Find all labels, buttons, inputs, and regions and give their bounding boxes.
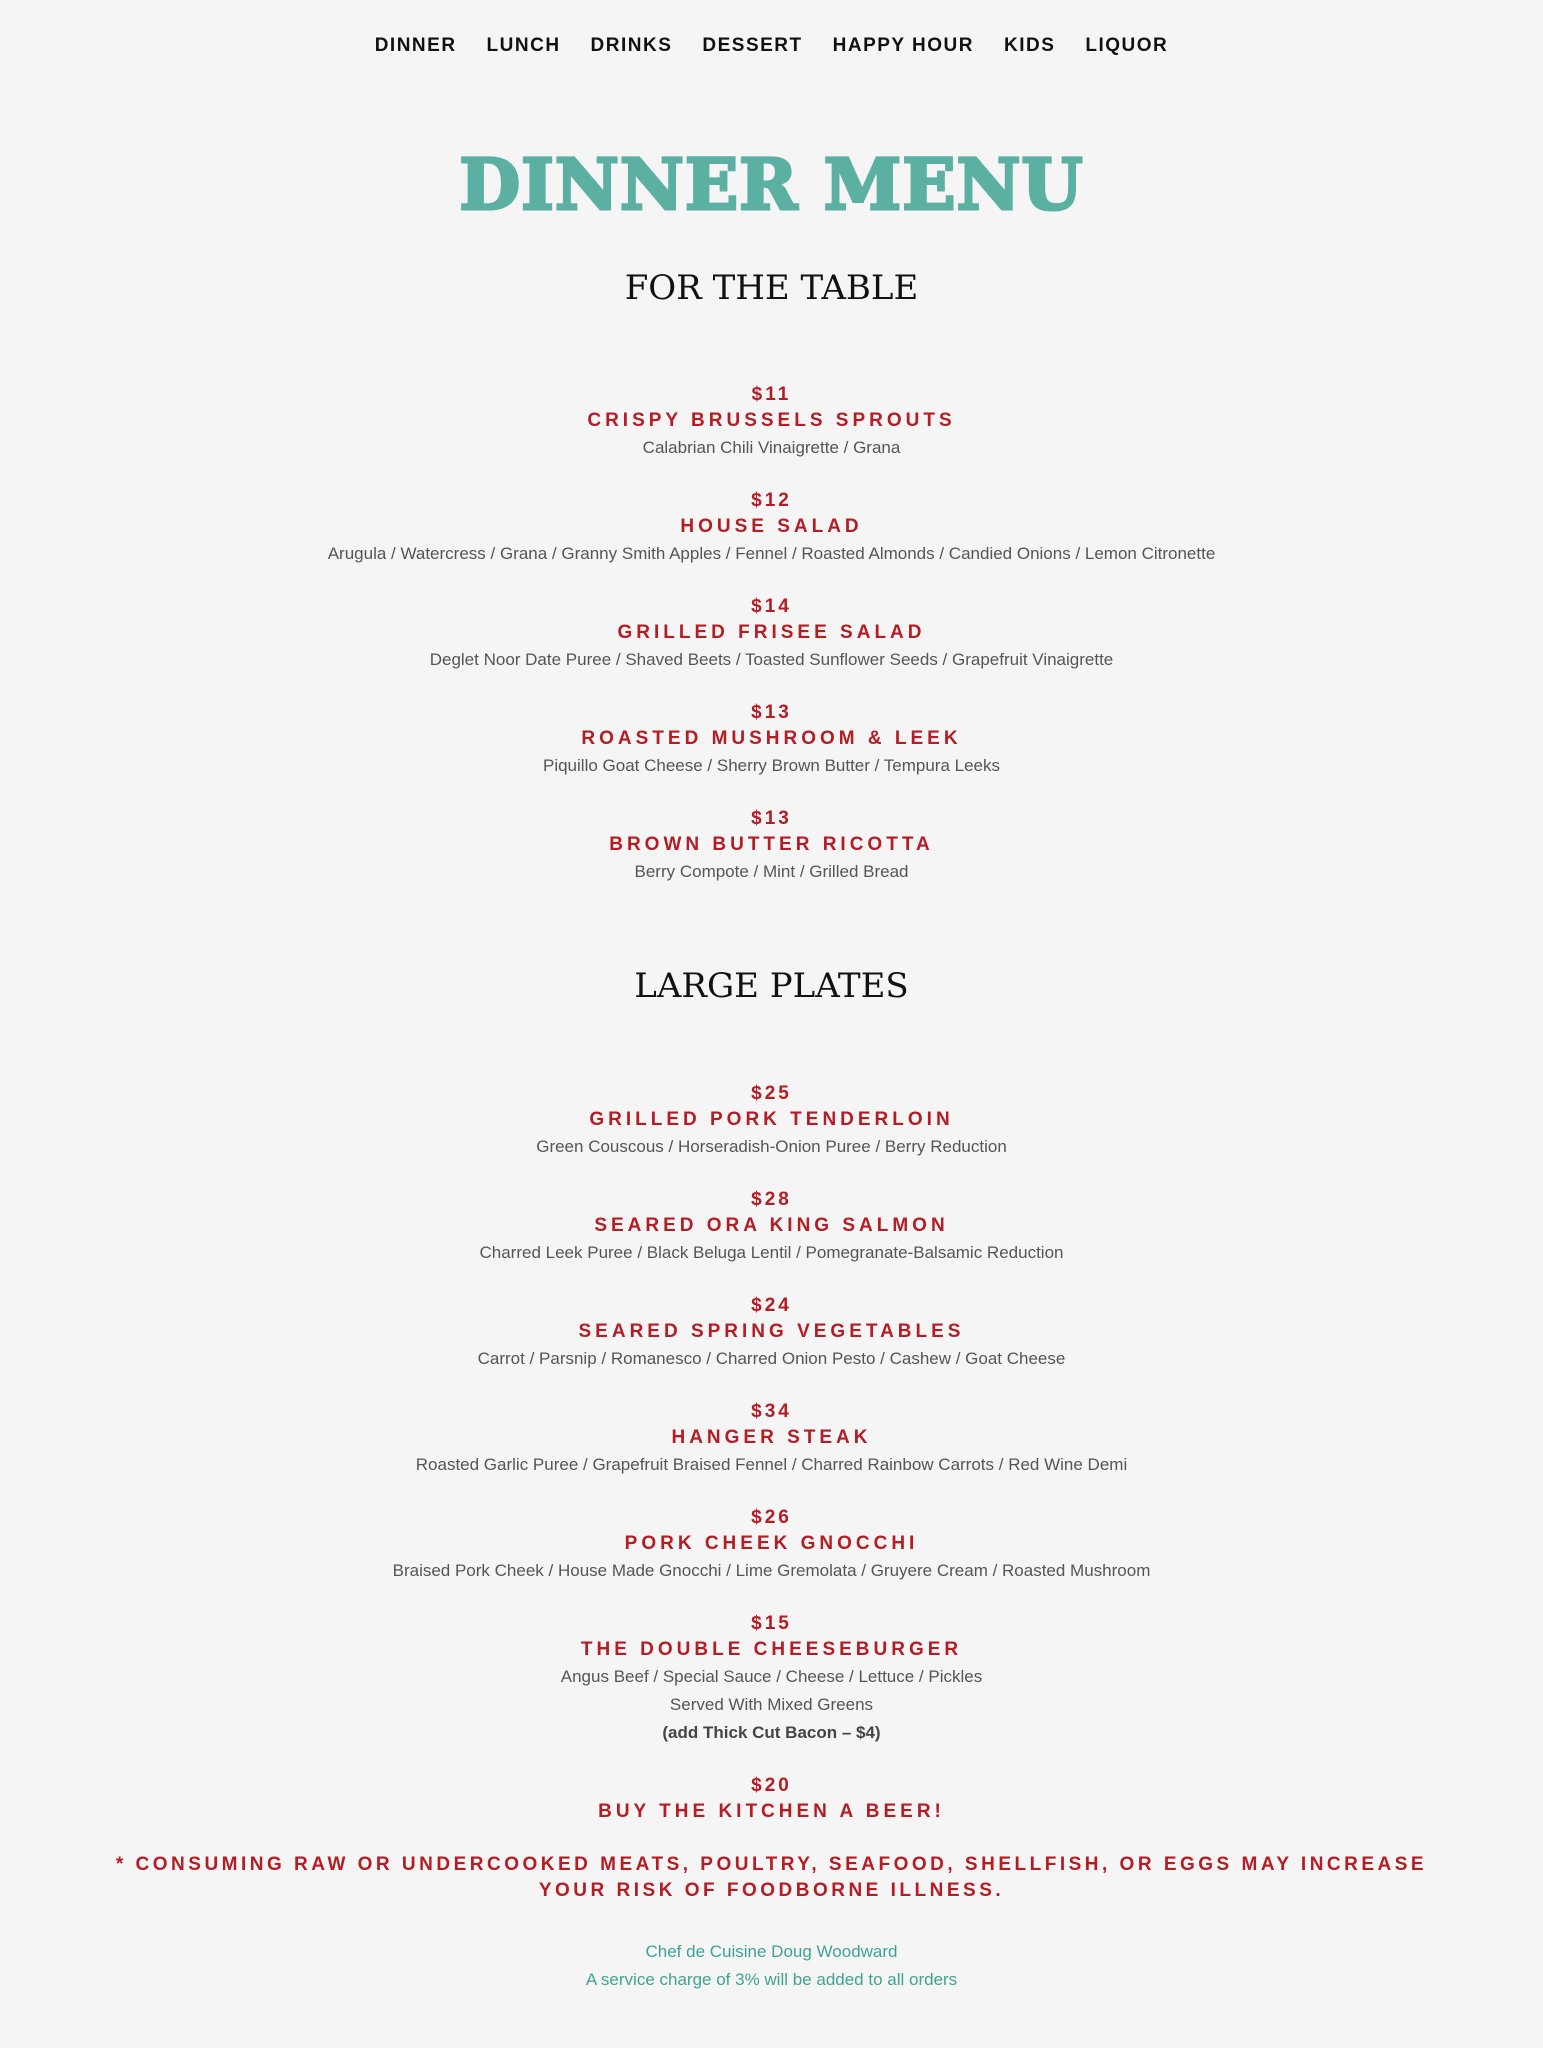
item-description: Arugula / Watercress / Grana / Granny Smith Apples / Fennel / Roasted Almonds / Candied Onions / Lemon Citronette — [327, 544, 1216, 563]
item-name: SEARED ORA KING SALMON — [594, 1215, 949, 1236]
item-name: CRISPY BRUSSELS SPROUTS — [587, 410, 956, 431]
item-price: $13 — [751, 808, 792, 829]
item-price: $15 — [751, 1613, 792, 1634]
nav-link-lunch[interactable]: LUNCH — [486, 35, 561, 56]
item-description: Carrot / Parsnip / Romanesco / Charred Onion Pesto / Cashew / Goat Cheese — [477, 1349, 1066, 1368]
section-heading-large-plates: LARGE PLATES — [634, 966, 909, 1006]
item-price: $26 — [751, 1507, 792, 1528]
item-name: GRILLED FRISEE SALAD — [617, 622, 926, 643]
item-name: BUY THE KITCHEN A BEER! — [598, 1801, 945, 1822]
nav-link-happy-hour[interactable]: HAPPY HOUR — [832, 35, 974, 56]
page-title: DINNER MENU — [0, 145, 1543, 225]
nav-link-drinks[interactable]: DRINKS — [590, 35, 673, 56]
item-name: GRILLED PORK TENDERLOIN — [589, 1109, 954, 1130]
item-name: HOUSE SALAD — [680, 516, 863, 537]
item-name: SEARED SPRING VEGETABLES — [578, 1321, 965, 1342]
item-name: THE DOUBLE CHEESEBURGER — [580, 1639, 963, 1660]
menu-item — [0, 1505, 1543, 1585]
nav-link-liquor[interactable]: LIQUOR — [1085, 35, 1169, 56]
service-charge-note: A service charge of 3% will be added to all orders — [585, 1970, 958, 1989]
item-price: $28 — [751, 1189, 792, 1210]
item-description: Berry Compote / Mint / Grilled Bread — [634, 862, 909, 881]
menu-item — [0, 1399, 1543, 1479]
item-price: $20 — [751, 1775, 792, 1796]
menu-item — [0, 1611, 1543, 1747]
menu-item — [0, 700, 1543, 780]
menu-item — [0, 806, 1543, 886]
menu-item — [0, 1293, 1543, 1373]
item-price: $14 — [751, 596, 792, 617]
chef-credit: Chef de Cuisine Doug Woodward — [645, 1942, 898, 1961]
item-name: HANGER STEAK — [671, 1427, 872, 1448]
item-name: PORK CHEEK GNOCCHI — [624, 1533, 919, 1554]
nav-link-kids[interactable]: KIDS — [1003, 35, 1056, 56]
menu-item — [0, 594, 1543, 674]
menu-item — [0, 382, 1543, 462]
item-price: $25 — [751, 1083, 792, 1104]
menu-item — [0, 1081, 1543, 1161]
menu-nav — [0, 32, 1543, 60]
item-name: BROWN BUTTER RICOTTA — [609, 834, 934, 855]
item-price: $11 — [751, 384, 792, 405]
item-description: Piquillo Goat Cheese / Sherry Brown Butter / Tempura Leeks — [542, 756, 1001, 775]
nav-link-dessert[interactable]: DESSERT — [702, 35, 803, 56]
item-name: ROASTED MUSHROOM & LEEK — [581, 728, 962, 749]
foodborne-illness-warning: * CONSUMING RAW OR UNDERCOOKED MEATS, POULTRY, SEAFOOD, SHELLFISH, OR EGGS MAY INCREASE YOUR RISK OF FOODBORNE ILLNESS. — [115, 1854, 1428, 1901]
item-description: Calabrian Chili Vinaigrette / Grana — [642, 438, 901, 457]
item-description: Deglet Noor Date Puree / Shaved Beets / Toasted Sunflower Seeds / Grapefruit Vinaigrette — [429, 650, 1114, 669]
nav-link-dinner[interactable]: DINNER — [374, 35, 457, 56]
item-description-extra: Served With Mixed Greens — [669, 1695, 874, 1714]
item-addon-note: (add Thick Cut Bacon – $4) — [662, 1723, 881, 1742]
item-description: Angus Beef / Special Sauce / Cheese / Lettuce / Pickles — [560, 1667, 983, 1686]
item-price: $13 — [751, 702, 792, 723]
item-description: Charred Leek Puree / Black Beluga Lentil / Pomegranate-Balsamic Reduction — [479, 1243, 1064, 1262]
section-heading-for-the-table: FOR THE TABLE — [624, 268, 919, 308]
item-description: Green Couscous / Horseradish-Onion Puree / Berry Reduction — [536, 1137, 1007, 1156]
menu-item — [0, 1187, 1543, 1267]
menu-item — [0, 1773, 1543, 1825]
item-price: $12 — [751, 490, 792, 511]
menu-item — [0, 488, 1543, 568]
item-description: Braised Pork Cheek / House Made Gnocchi / Lime Gremolata / Gruyere Cream / Roasted Mushroom — [392, 1561, 1151, 1580]
item-price: $24 — [751, 1295, 792, 1316]
item-price: $34 — [751, 1401, 792, 1422]
item-description: Roasted Garlic Puree / Grapefruit Braised Fennel / Charred Rainbow Carrots / Red Wine Demi — [415, 1455, 1128, 1474]
